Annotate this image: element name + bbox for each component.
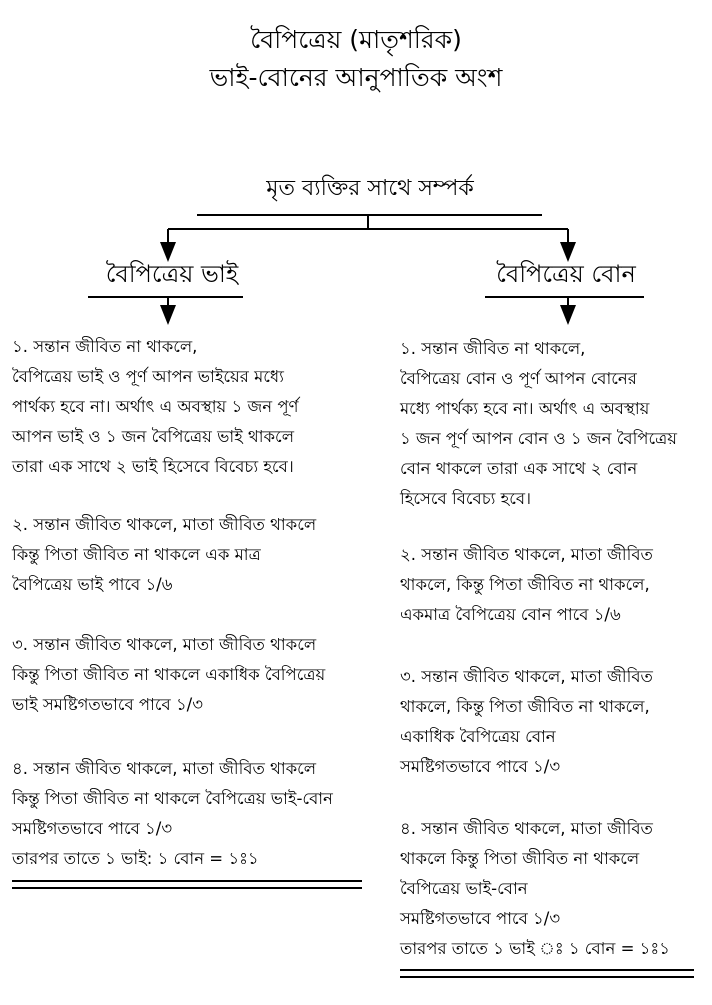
right-case-2-line: থাকলে, কিন্তু পিতা জীবিত না থাকলে, (400, 575, 650, 594)
right-case-1-line: বোন থাকলে তারা এক সাথে ২ বোন (400, 459, 638, 478)
right-heading: বৈপিত্রেয় বোন (496, 260, 636, 288)
right-case-1-line: হিসেবে বিবেচ্য হবে। (400, 489, 532, 508)
right-case-4-line: বৈপিত্রেয় ভাই-বোন (400, 879, 528, 898)
left-case-2-line: কিন্তু পিতা জীবিত না থাকলে এক মাত্র (12, 545, 261, 564)
left-case-1-line: তারা এক সাথে ২ ভাই হিসেবে বিবেচ্য হবে। (12, 457, 294, 476)
root-label: মৃত ব্যক্তির সাথে সম্পর্ক (266, 176, 474, 201)
right-case-1-line: ১ জন পূর্ণ আপন বোন ও ১ জন বৈপিত্রেয় (400, 429, 677, 448)
left-case-4-line: তারপর তাতে ১ ভাই: ১ বোন = ১ঃ১ (12, 849, 259, 868)
left-case-2 (12, 510, 316, 600)
left-case-1 (12, 332, 299, 482)
left-case-1-line: ১. সন্তান জীবিত না থাকলে, (12, 337, 198, 356)
right-case-4-line: সমষ্টিগতভাবে পাবে ১/৩ (400, 909, 561, 928)
right-case-2-line: ২. সন্তান জীবিত থাকলে, মাতা জীবিত (400, 545, 653, 564)
right-case-3 (400, 662, 653, 782)
right-case-4-line: তারপর তাতে ১ ভাই ঃ ১ বোন = ১ঃ১ (400, 939, 670, 958)
left-case-3 (12, 630, 325, 720)
right-case-2 (400, 540, 653, 630)
left-case-1-line: পার্থক্য হবে না। অর্থাৎ এ অবস্থায় ১ জন পূর্ণ (12, 397, 299, 416)
left-case-4 (12, 754, 333, 874)
left-case-3-line: কিন্তু পিতা জীবিত না থাকলে একাধিক বৈপিত্রেয় (12, 665, 326, 684)
right-case-1 (400, 334, 677, 514)
left-case-4-line: কিন্তু পিতা জীবিত না থাকলে বৈপিত্রেয় ভাই-বোন (12, 789, 333, 808)
right-case-4 (400, 814, 670, 964)
right-case-3-line: সমষ্টিগতভাবে পাবে ১/৩ (400, 757, 561, 776)
right-case-3-line: থাকলে, কিন্তু পিতা জীবিত না থাকলে, (400, 697, 650, 716)
right-case-1-line: বৈপিত্রেয় বোন ও পূর্ণ আপন বোনের (400, 369, 637, 388)
left-case-4-line: সমষ্টিগতভাবে পাবে ১/৩ (12, 819, 173, 838)
left-case-2-line: ২. সন্তান জীবিত থাকলে, মাতা জীবিত থাকলে (12, 515, 317, 534)
left-case-4-line: ৪. সন্তান জীবিত থাকলে, মাতা জীবিত থাকলে (12, 759, 317, 778)
right-case-3-line: ৩. সন্তান জীবিত থাকলে, মাতা জীবিত (400, 667, 653, 686)
title-line-2: ভাই-বোনের আনুপাতিক অংশ (209, 63, 503, 92)
left-case-3-line: ভাই সমষ্টিগতভাবে পাবে ১/৩ (12, 695, 203, 714)
right-case-3-line: একাধিক বৈপিত্রেয় বোন (400, 727, 556, 746)
right-case-4-line: থাকলে কিন্তু পিতা জীবিত না থাকলে (400, 849, 640, 868)
left-heading: বৈপিত্রেয় ভাই (105, 260, 239, 288)
right-case-1-line: ১. সন্তান জীবিত না থাকলে, (400, 339, 586, 358)
left-case-2-line: বৈপিত্রেয় ভাই পাবে ১/৬ (12, 575, 173, 594)
right-case-2-line: একমাত্র বৈপিত্রেয় বোন পাবে ১/৬ (400, 605, 621, 624)
right-case-1-line: মধ্যে পার্থক্য হবে না। অর্থাৎ এ অবস্থায় (400, 399, 650, 418)
right-case-4-line: ৪. সন্তান জীবিত থাকলে, মাতা জীবিত (400, 819, 653, 838)
title-line-1: বৈপিত্রেয় (মাতৃশরিক) (250, 25, 462, 54)
left-case-1-line: বৈপিত্রেয় ভাই ও পূর্ণ আপন ভাইয়ের মধ্যে (12, 367, 284, 386)
left-case-3-line: ৩. সন্তান জীবিত থাকলে, মাতা জীবিত থাকলে (12, 635, 317, 654)
left-case-1-line: আপন ভাই ও ১ জন বৈপিত্রেয় ভাই থাকলে (12, 427, 294, 446)
